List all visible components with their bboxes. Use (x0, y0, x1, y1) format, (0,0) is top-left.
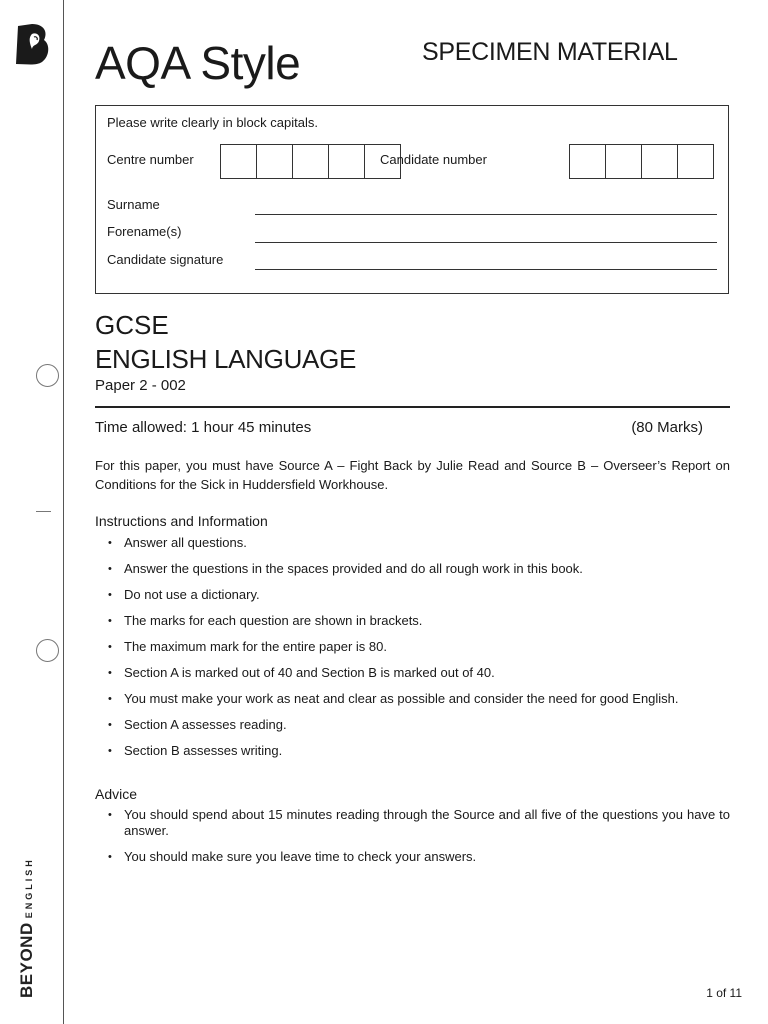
digit-cell[interactable] (329, 145, 365, 178)
specimen-label: SPECIMEN MATERIAL (422, 38, 678, 66)
block-capitals-instruction: Please write clearly in block capitals. (107, 115, 318, 130)
list-item: • The maximum mark for the entire paper is 80. (108, 639, 730, 655)
margin-line (63, 0, 64, 1024)
signature-field[interactable] (255, 269, 717, 270)
list-item: • Section A is marked out of 40 and Section B is marked out of 40. (108, 665, 730, 681)
digit-cell[interactable] (293, 145, 329, 178)
candidate-number-field[interactable] (569, 144, 714, 179)
digit-cell[interactable] (257, 145, 293, 178)
brand-sub: ENGLISH (24, 857, 34, 919)
list-item: • The marks for each question are shown in brackets. (108, 613, 730, 629)
brand-vertical (17, 857, 37, 998)
list-item: • You should spend about 15 minutes reading through the Source and all five of the questions you have to answer. (108, 807, 730, 839)
total-marks: (80 Marks) (631, 419, 703, 436)
digit-cell[interactable] (221, 145, 257, 178)
candidate-number-label: Candidate number (380, 152, 487, 167)
surname-field[interactable] (255, 214, 717, 215)
surname-label: Surname (107, 197, 160, 212)
list-item: • You should make sure you leave time to check your answers. (108, 849, 730, 865)
list-item: • Section A assesses reading. (108, 717, 730, 733)
exam-level: GCSE (95, 310, 169, 340)
time-allowed: Time allowed: 1 hour 45 minutes (95, 419, 312, 436)
digit-cell[interactable] (642, 145, 678, 178)
divider (95, 406, 730, 408)
forenames-label: Forename(s) (107, 224, 182, 239)
signature-label: Candidate signature (107, 252, 224, 267)
advice-list (108, 807, 730, 865)
list-item: • Answer the questions in the spaces provided and do all rough work in this book. (108, 561, 730, 577)
instructions-heading: Instructions and Information (95, 513, 268, 529)
digit-cell[interactable] (606, 145, 642, 178)
punch-hole (36, 364, 59, 387)
advice-heading: Advice (95, 786, 138, 802)
list-item: • Section B assesses writing. (108, 743, 730, 759)
centre-number-field[interactable] (220, 144, 401, 179)
forenames-field[interactable] (255, 242, 717, 243)
exam-subject: ENGLISH LANGUAGE (95, 344, 357, 374)
digit-cell[interactable] (678, 145, 714, 178)
page-title: AQA Style (95, 37, 301, 89)
list-item: • Answer all questions. (108, 535, 730, 551)
digit-cell[interactable] (570, 145, 606, 178)
brand-name: BEYOND (17, 922, 36, 998)
instructions-list (108, 535, 730, 759)
beyond-logo-icon (14, 22, 50, 66)
candidate-details-box (95, 105, 729, 294)
page-number: 1 of 11 (706, 986, 742, 1000)
sources-intro: For this paper, you must have Source A – Fight Back by Julie Read and Source B – Overseer’s Report on Conditions for the Sick in Huddersfield Workhouse. (95, 458, 730, 492)
list-item: • Do not use a dictionary. (108, 587, 730, 603)
punch-hole (36, 639, 59, 662)
list-item: • You must make your work as neat and clear as possible and consider the need for good English. (108, 691, 730, 707)
paper-code: Paper 2 - 002 (95, 377, 186, 394)
fold-mark (36, 511, 51, 512)
centre-number-label: Centre number (107, 152, 194, 167)
